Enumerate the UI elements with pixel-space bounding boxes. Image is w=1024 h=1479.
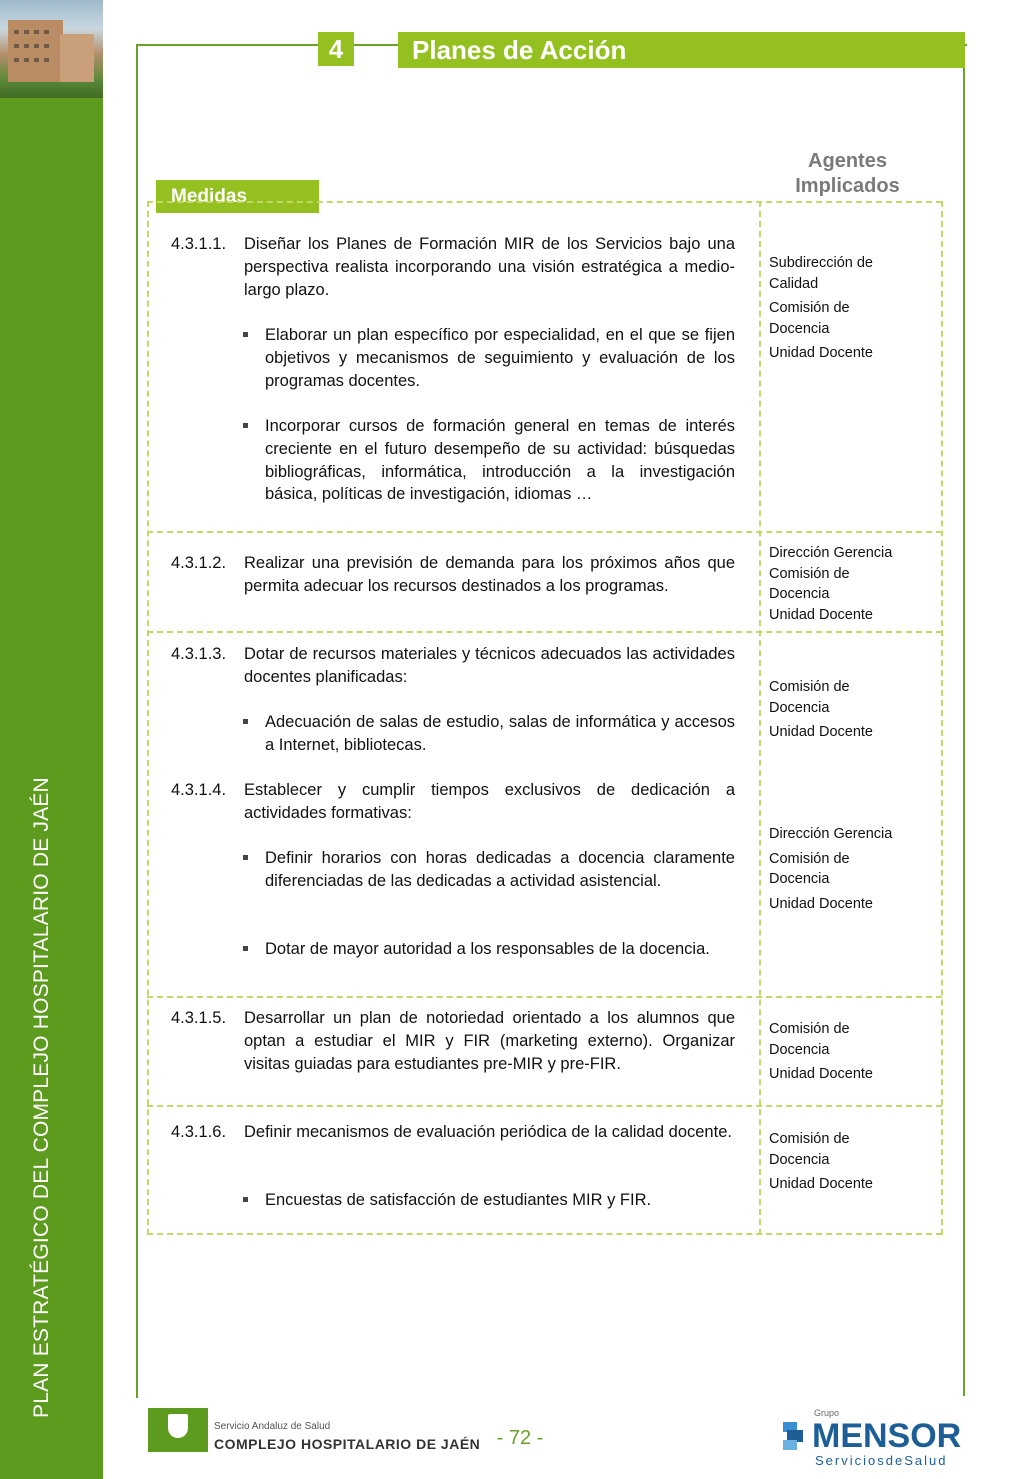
complejo-label: COMPLEJO HOSPITALARIO DE JAÉN [214, 1436, 481, 1452]
table-rule [147, 1233, 942, 1235]
bullet-icon [243, 332, 248, 337]
bullet-icon [243, 946, 248, 951]
table-rule-vertical [147, 201, 149, 1235]
measure-code: 4.3.1.4. [171, 781, 227, 799]
agentes-header: Agentes Implicados [795, 150, 900, 197]
agent: Comisión de Docencia [769, 565, 850, 602]
agent: Unidad Docente [769, 895, 873, 912]
agent: Comisión de Docencia [769, 679, 850, 716]
side-band [0, 0, 103, 1479]
measure-bullet: Encuestas de satisfacción de estudiantes MIR y FIR. [243, 1189, 735, 1212]
agent: Comisión de Docencia [769, 300, 850, 337]
measure-text: Realizar una previsión de demanda para los próximos años que permita adecuar los recursos destinados a los programas. [244, 554, 735, 595]
agent: Unidad Docente [769, 345, 873, 361]
mensor-subtitle: ServiciosdeSalud [815, 1453, 948, 1468]
measure-code: 4.3.1.1. [171, 235, 227, 253]
agents-list [769, 253, 899, 368]
hospital-photo [0, 0, 103, 98]
measure-item [171, 552, 735, 598]
measure-item [171, 779, 735, 825]
measure-item [171, 1007, 735, 1075]
agent: Comisión de Docencia [769, 1131, 850, 1168]
measure-bullet: Incorporar cursos de formación general en temas de interés creciente en el futuro desempeño de su actividad: búsquedas bibliográficas, informática, introducción a la investigación básica, políticas de investigación, idiomas … [243, 415, 735, 506]
agent: Unidad Docente [769, 1066, 873, 1082]
measure-code: 4.3.1.2. [171, 554, 227, 572]
measure-item [171, 643, 735, 689]
agent: Unidad Docente [769, 724, 873, 740]
mensor-logo-icon [783, 1418, 809, 1452]
agent: Dirección Gerencia [769, 545, 893, 561]
page-number: - 72 - [496, 1427, 544, 1449]
junta-andalucia-logo [148, 1408, 208, 1452]
table-rule-vertical [759, 201, 761, 1235]
bullet-icon [243, 423, 248, 428]
agent: Unidad Docente [769, 606, 873, 623]
bullet-icon [243, 855, 248, 860]
measure-item [171, 1121, 735, 1144]
agent: Subdirección de Calidad [769, 255, 873, 292]
side-title: PLAN ESTRATÉGICO DEL COMPLEJO HOSPITALARIO DE JAÉN [30, 777, 53, 1418]
table-rule-vertical [941, 201, 943, 1235]
medidas-header: Medidas [156, 180, 319, 213]
mensor-logo-text: MENSOR [812, 1417, 962, 1455]
measure-code: 4.3.1.3. [171, 645, 227, 663]
measure-bullet: Definir horarios con horas dedicadas a docencia claramente diferenciadas de las dedicadas a actividad asistencial. [243, 847, 735, 893]
bullet-icon [243, 1197, 248, 1202]
measure-bullet: Adecuación de salas de estudio, salas de informática y accesos a Internet, bibliotecas. [243, 711, 735, 757]
table-rule [147, 201, 942, 203]
measure-item [171, 233, 735, 301]
agents-list [769, 1019, 879, 1089]
measure-text: Definir mecanismos de evaluación periódica de la calidad docente. [244, 1123, 732, 1141]
table-rule [147, 631, 942, 633]
measure-text: Establecer y cumplir tiempos exclusivos de dedicación a actividades formativas: [244, 781, 735, 822]
agents-list [769, 824, 892, 918]
agent: Comisión de Docencia [769, 1021, 850, 1058]
agent: Unidad Docente [769, 1176, 873, 1192]
table-rule [147, 996, 942, 998]
agents-list [769, 1129, 879, 1199]
section-number: 4 [318, 32, 354, 66]
agents-list [769, 677, 879, 747]
measure-bullet: Dotar de mayor autoridad a los responsables de la docencia. [243, 938, 735, 961]
agent: Comisión de Docencia [769, 850, 850, 887]
table-rule [147, 1105, 942, 1107]
measure-code: 4.3.1.5. [171, 1009, 227, 1027]
shield-icon [168, 1414, 188, 1438]
agent: Dirección Gerencia [769, 826, 893, 842]
section-title: Planes de Acción [398, 32, 965, 68]
agents-list [769, 543, 892, 629]
content-frame-right [963, 44, 965, 1396]
measure-text: Diseñar los Planes de Formación MIR de los Servicios bajo una perspectiva realista incorporando una visión estratégica a medio-largo plazo. [244, 235, 735, 299]
bullet-icon [243, 719, 248, 724]
table-rule [147, 531, 942, 533]
measure-code: 4.3.1.6. [171, 1123, 227, 1141]
grupo-label: Grupo [814, 1408, 840, 1418]
measure-text: Desarrollar un plan de notoriedad orientado a los alumnos que optan a estudiar el MIR y FIR (marketing externo). Organizar visitas guiadas para estudiantes pre-MIR y pre-FIR. [244, 1009, 735, 1073]
sas-label: Servicio Andaluz de Salud [214, 1421, 331, 1432]
measure-bullet: Elaborar un plan específico por especialidad, en el que se fijen objetivos y mecanismos de seguimiento y evaluación de los programas docentes. [243, 324, 735, 392]
measure-text: Dotar de recursos materiales y técnicos adecuados las actividades docentes planificadas: [244, 645, 735, 686]
